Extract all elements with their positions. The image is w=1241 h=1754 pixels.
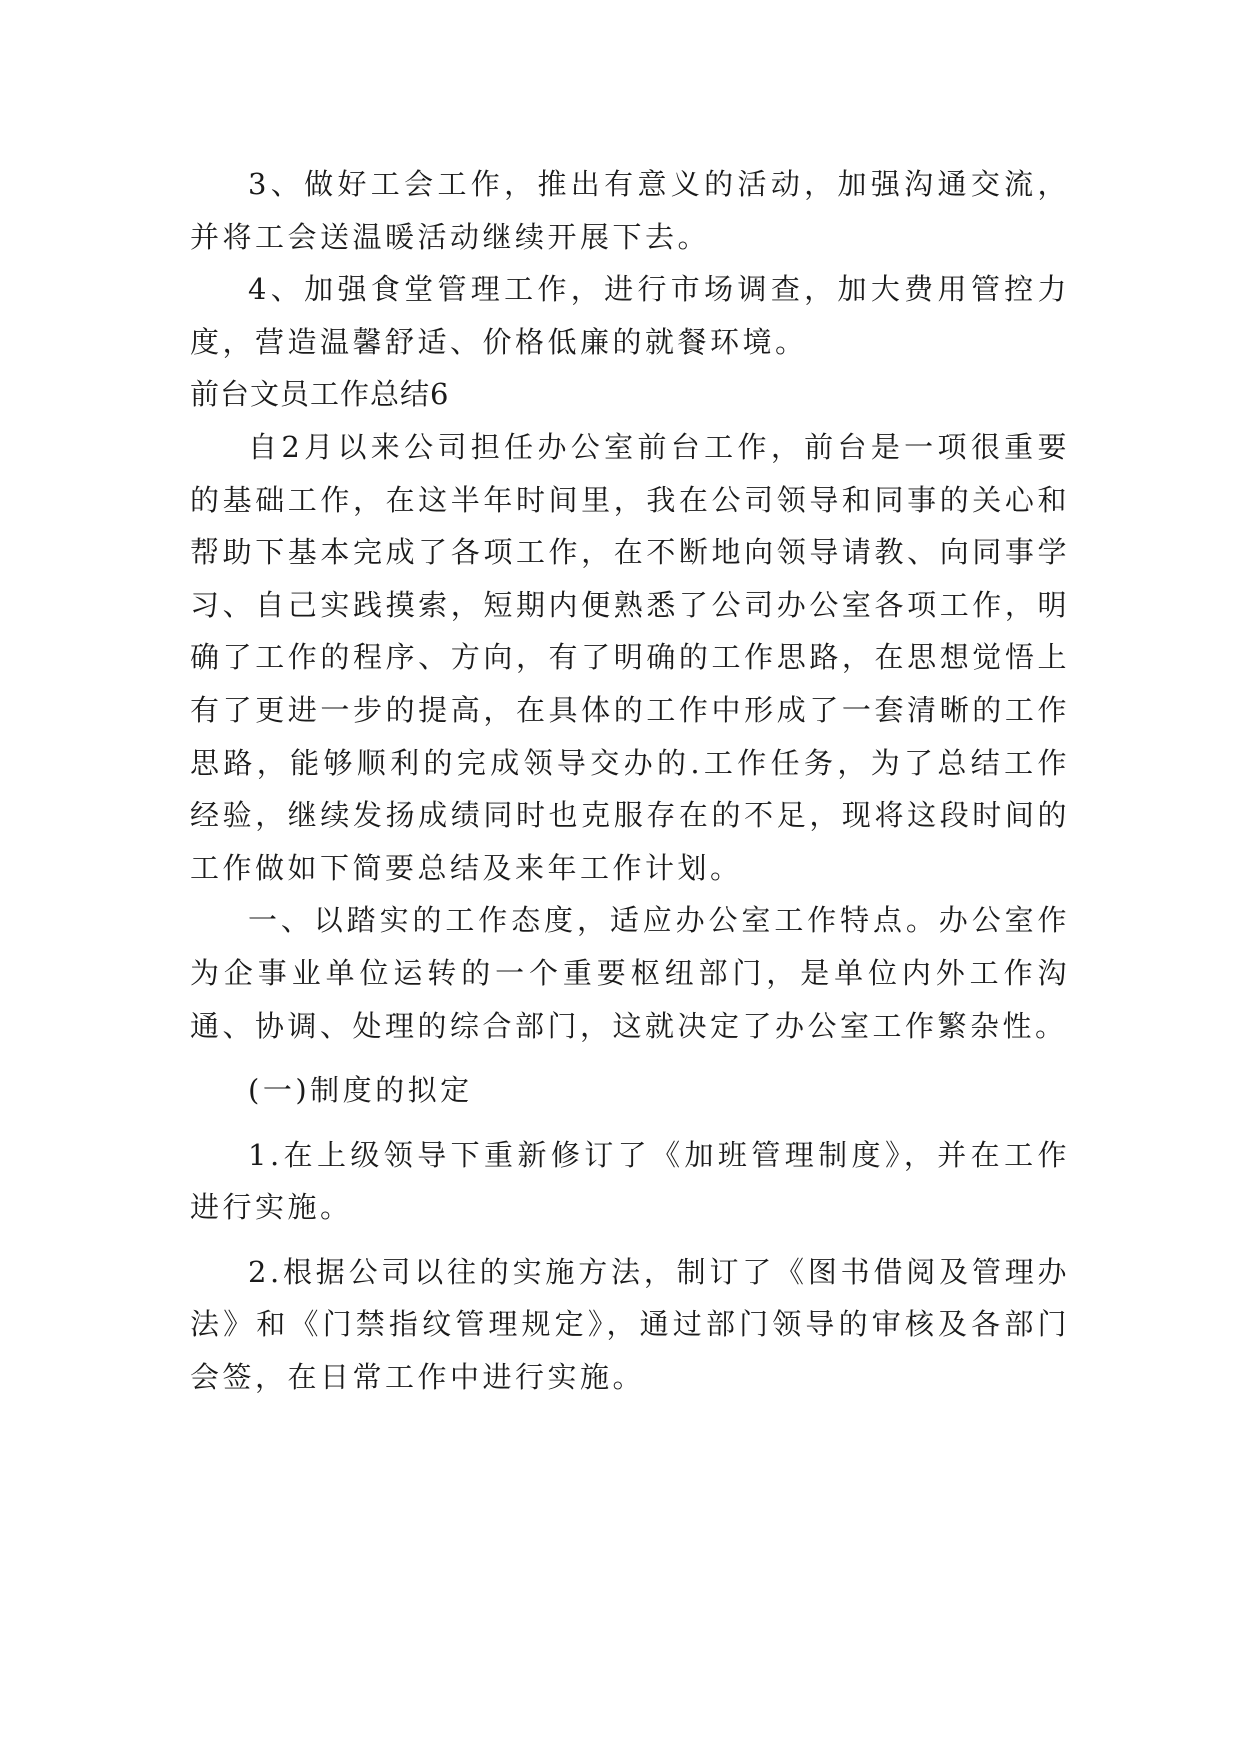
paragraph-item-3: 3、做好工会工作，推出有意义的活动，加强沟通交流，并将工会送温暖活动继续开展下去。: [190, 167, 1070, 254]
paragraph-gap: [190, 1117, 1070, 1129]
paragraph-gap: [190, 1052, 1070, 1064]
paragraph-gap: [190, 1234, 1070, 1246]
paragraph-point-1: 1.在上级领导下重新修订了《加班管理制度》，并在工作进行实施。: [190, 1137, 1070, 1225]
paragraph-point-2: 2.根据公司以往的实施方法，制订了《图书借阅及管理办法》和《门禁指纹管理规定》，通过部门领导的审核及各部门会签，在日常工作中进行实施。: [190, 1254, 1070, 1395]
section-heading: 前台文员工作总结6: [190, 377, 450, 412]
paragraph-intro: 自2月以来公司担任办公室前台工作，前台是一项很重要的基础工作，在这半年时间里，我在公司领导和同事的关心和帮助下基本完成了各项工作，在不断地向领导请教、向同事学习、自己实践摸索，短期内便熟悉了公司办公室各项工作，明确了工作的程序、方向，有了明确的工作思路，在思想觉悟上有了更进一步的提高，在具体的工作中形成了一套清晰的工作思路，能够顺利的完成领导交办的.工作任务，为了总结工作经验，继续发扬成绩同时也克服存在的不足，现将这段时间的工作做如下简要总结及来年工作计划。: [190, 429, 1070, 885]
document-body: [190, 158, 1070, 1404]
paragraph-item-4: 4、加强食堂管理工作，进行市场调查，加大费用管控力度，营造温馨舒适、价格低廉的就餐环境。: [190, 272, 1070, 359]
subsection-heading: (一)制度的拟定: [248, 1073, 473, 1108]
paragraph-section-one: 一、以踏实的工作态度，适应办公室工作特点。办公室作为企事业单位运转的一个重要枢纽部门，是单位内外工作沟通、协调、处理的综合部门，这就决定了办公室工作繁杂性。: [190, 903, 1070, 1043]
